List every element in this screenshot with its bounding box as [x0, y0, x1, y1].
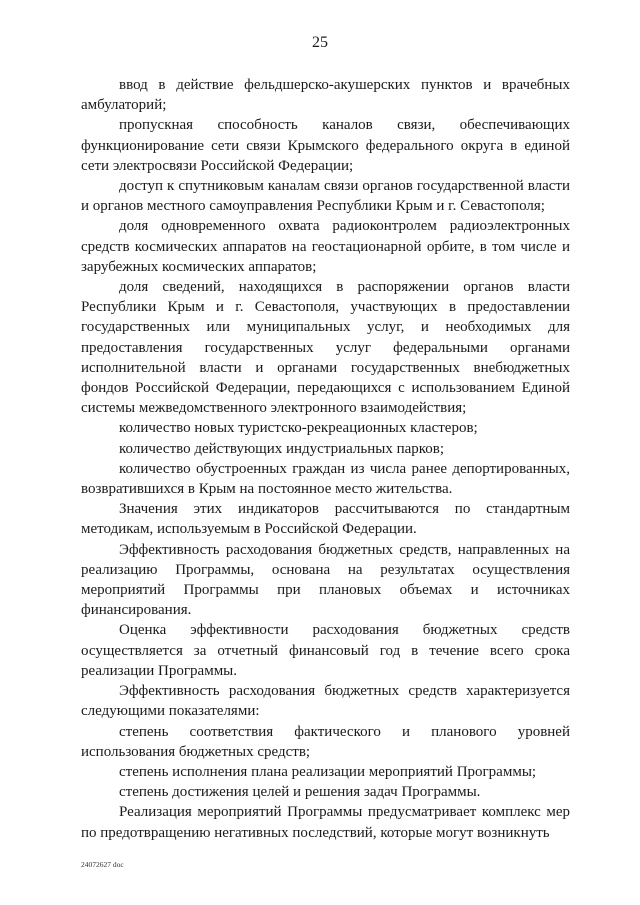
document-footer-id: 24072627 doc	[81, 860, 124, 869]
paragraph-channel-capacity: пропускная способность каналов связи, обеспечивающих функционирование сети связи Крымского федерального округа в единой сети электросвязи Российской Федерации;	[81, 117, 570, 174]
paragraph-indicator-methods: Значения этих индикаторов рассчитываются по стандартным методикам, используемым в Российской Федерации.	[81, 501, 570, 538]
paragraph-efficiency-assessment: Оценка эффективности расходования бюджетных средств осуществляется за отчетный финансовый год в течение всего срока реализации Программы.	[81, 622, 570, 679]
paragraph-efficiency-indicators: Эффективность расходования бюджетных средств характеризуется следующими показателями:	[81, 683, 570, 720]
paragraph-degree-correspondence: степень соответствия фактического и планового уровней использования бюджетных средств;	[81, 723, 570, 760]
paragraph-tourist-clusters: количество новых туристско-рекреационных кластеров;	[119, 420, 478, 437]
paragraph-plan-execution: степень исполнения плана реализации мероприятий Программы;	[119, 763, 537, 780]
paragraph-fap: ввод в действие фельдшерско-акушерских пунктов и врачебных амбулаторий;	[81, 77, 570, 114]
page-number: 25	[312, 34, 328, 51]
paragraph-interagency-data: доля сведений, находящихся в распоряжении органов власти Республики Крым и г. Севастополя, участвующих в предоставлении государственных или муниципальных услуг, и необходимых для предоставления государственных услуг федеральными органами исполнительной власти и органами государственных внебюджетных фондов Российской Федерации, передающихся с использованием Единой системы межведомственного электронного взаимодействия;	[81, 279, 570, 417]
paragraph-satellite-access: доступ к спутниковым каналам связи органов государственной власти и органов местного самоуправления Республики Крым и г. Севастополя;	[81, 178, 570, 215]
paragraph-goals-achievement: степень достижения целей и решения задач Программы.	[119, 784, 481, 801]
paragraph-budget-efficiency: Эффективность расходования бюджетных средств, направленных на реализацию Программы, основана на результатах осуществления мероприятий Программы при плановых объемах и источниках финансирования.	[81, 541, 570, 619]
paragraph-radio-control: доля одновременного охвата радиоконтролем радиоэлектронных средств космических аппаратов на геостационарной орбите, в том числе и зарубежных космических аппаратов;	[81, 218, 570, 275]
paragraph-risk-measures: Реализация мероприятий Программы предусматривает комплекс мер по предотвращению негативных последствий, которые могут возникнуть	[81, 804, 570, 841]
paragraph-industrial-parks: количество действующих индустриальных парков;	[119, 440, 445, 457]
paragraph-deported-citizens: количество обустроенных граждан из числа ранее депортированных, возвратившихся в Крым на постоянное место жительства.	[81, 460, 570, 498]
document-body	[81, 75, 570, 843]
